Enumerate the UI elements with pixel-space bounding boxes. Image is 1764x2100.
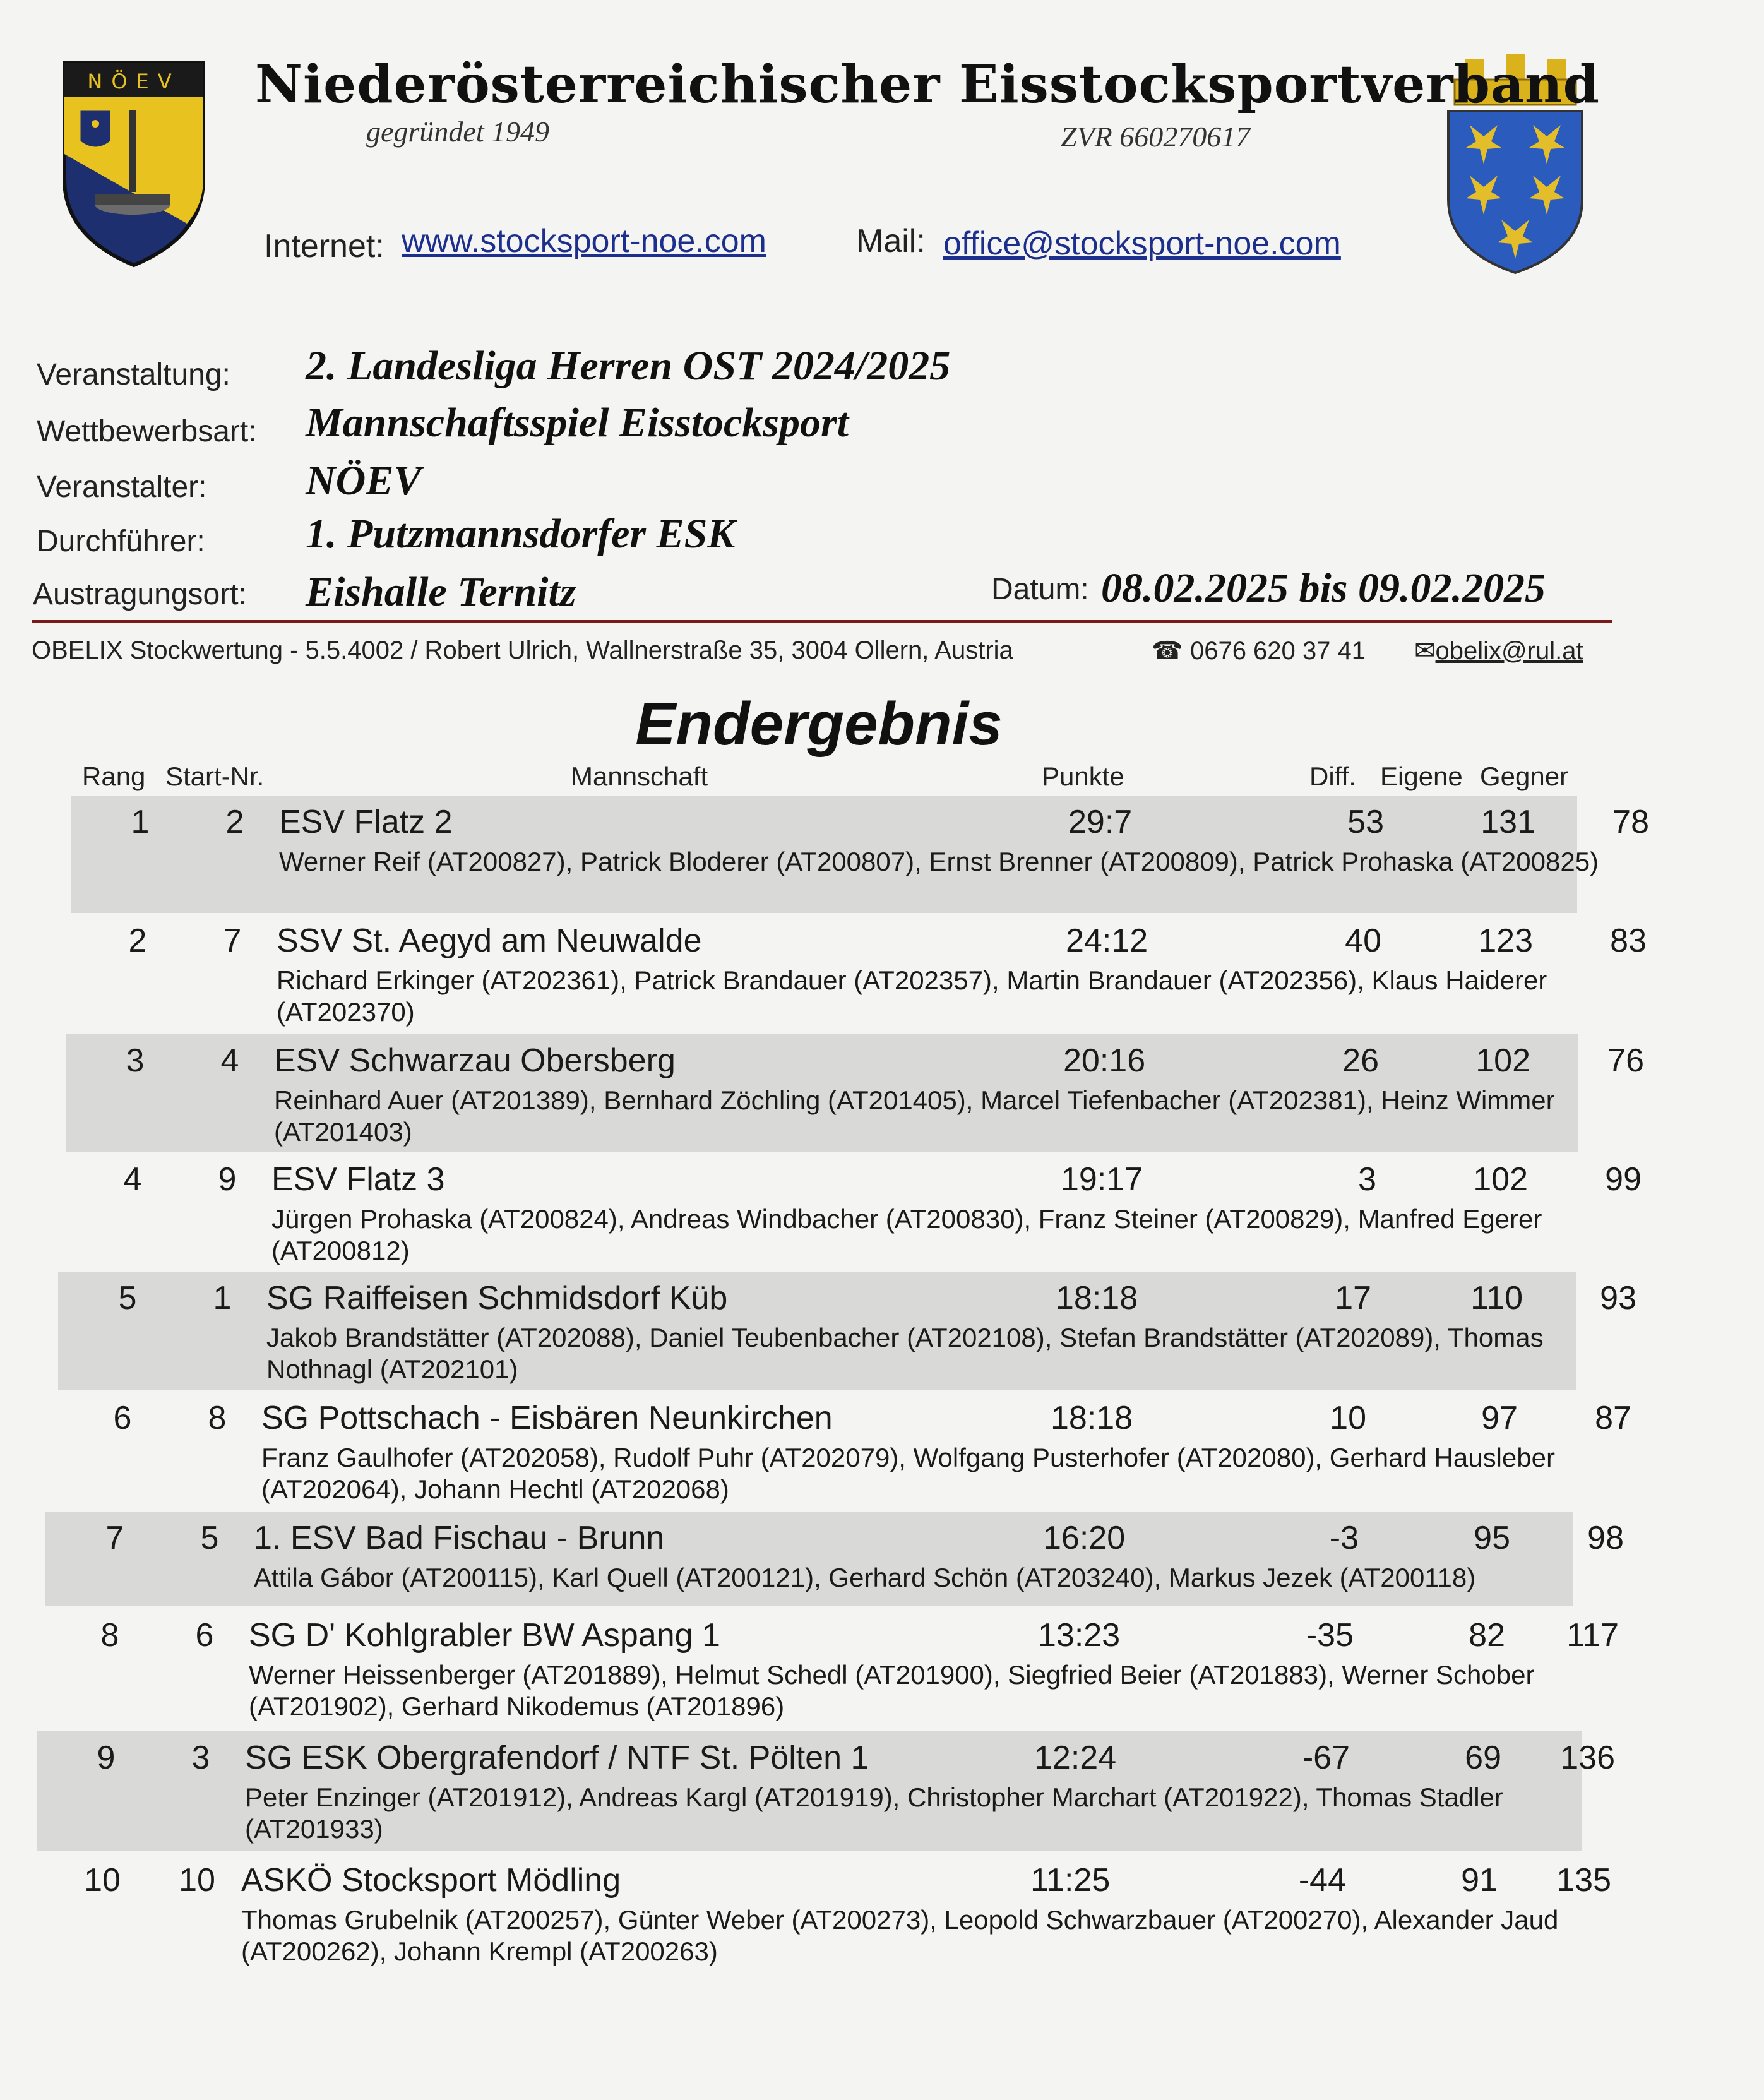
row-players: Jakob Brandstätter (AT202088), Daniel Teubenbacher (AT202108), Stefan Brandstätter (AT202089), Thomas Nothnagl (AT202101) (266, 1323, 1544, 1384)
datum-value: 08.02.2025 bis 09.02.2025 (1101, 565, 1546, 611)
row-opponent: 83 (1610, 922, 1647, 959)
row-start-number: 7 (223, 922, 242, 959)
table-row (68, 914, 1647, 1033)
austragungsort-value: Eishalle Ternitz (306, 569, 576, 615)
col-diff: Diff. (1309, 761, 1356, 791)
durchfuehrer-label: Durchführer: (37, 525, 205, 558)
row-start-number: 3 (191, 1739, 210, 1776)
row-diff: 53 (1347, 804, 1384, 840)
row-team-name: ESV Schwarzau Obersberg (274, 1042, 676, 1079)
row-own: 102 (1473, 1161, 1528, 1198)
row-diff: 40 (1345, 922, 1381, 959)
wettbewerbsart-value: Mannschaftsspiel Eisstocksport (306, 400, 849, 446)
row-opponent: 117 (1566, 1617, 1619, 1654)
row-points: 24:12 (1066, 922, 1148, 959)
row-points: 18:18 (1051, 1400, 1133, 1436)
zvr-number: ZVR 660270617 (1061, 121, 1251, 153)
table-row (71, 796, 1649, 913)
internet-link[interactable]: www.stocksport-noe.com (402, 223, 766, 260)
row-points: 18:18 (1056, 1280, 1138, 1316)
row-diff: 26 (1342, 1042, 1379, 1079)
row-rank: 5 (118, 1280, 137, 1316)
table-row (45, 1512, 1624, 1606)
phone-text: 0676 620 37 41 (1189, 637, 1366, 665)
row-rank: 4 (123, 1161, 142, 1198)
row-points: 29:7 (1068, 804, 1133, 840)
row-start-number: 10 (179, 1862, 215, 1899)
row-team-name: SG Raiffeisen Schmidsdorf Küb (266, 1280, 728, 1316)
row-own: 95 (1474, 1520, 1510, 1556)
founded-year: gegründet 1949 (366, 116, 550, 148)
row-own: 102 (1475, 1042, 1530, 1079)
row-own: 69 (1465, 1739, 1501, 1776)
durchfuehrer-value: 1. Putzmannsdorfer ESK (306, 511, 736, 557)
row-points: 13:23 (1038, 1617, 1121, 1654)
row-players: Attila Gábor (AT200115), Karl Quell (AT200121), Gerhard Schön (AT203240), Markus Jezek (AT200118) (254, 1563, 1476, 1592)
table-row (33, 1854, 1611, 1971)
row-start-number: 1 (213, 1280, 232, 1316)
wettbewerbsart-label: Wettbewerbsart: (37, 415, 257, 448)
row-opponent: 135 (1556, 1862, 1611, 1899)
row-opponent: 93 (1600, 1280, 1636, 1316)
row-points: 12:24 (1034, 1739, 1117, 1776)
footer-email-link[interactable]: obelix@rul.at (1435, 637, 1583, 665)
row-points: 19:17 (1061, 1161, 1143, 1198)
row-players: Peter Enzinger (AT201912), Andreas Kargl (AT201919), Christopher Marchart (AT201922), Thomas Stadler (AT201933) (245, 1782, 1503, 1844)
row-start-number: 6 (195, 1617, 214, 1654)
row-rank: 7 (105, 1520, 124, 1556)
row-rank: 8 (100, 1617, 119, 1654)
row-opponent: 99 (1605, 1161, 1642, 1198)
row-diff: -44 (1298, 1862, 1346, 1899)
row-rank: 2 (128, 922, 147, 959)
row-team-name: ESV Flatz 2 (279, 804, 453, 840)
row-opponent: 76 (1607, 1042, 1644, 1079)
row-opponent: 98 (1587, 1520, 1624, 1556)
col-punkte: Punkte (1042, 761, 1124, 791)
org-name: Niederösterreichischer Eisstocksportverband (255, 54, 1600, 115)
table-row (66, 1034, 1644, 1152)
row-own: 82 (1469, 1617, 1505, 1654)
row-diff: -3 (1329, 1520, 1359, 1556)
row-opponent: 136 (1560, 1739, 1615, 1776)
table-row (53, 1392, 1631, 1510)
veranstalter-label: Veranstalter: (37, 470, 207, 504)
row-players: Reinhard Auer (AT201389), Bernhard Zöchling (AT201405), Marcel Tiefenbacher (AT202381), Heinz Wimmer (AT201403) (274, 1085, 1555, 1147)
veranstaltung-label: Veranstaltung: (37, 358, 230, 391)
noev-logo-text: NÖEV (87, 69, 181, 93)
col-eigene: Eigene (1380, 761, 1463, 791)
row-start-number: 5 (200, 1520, 219, 1556)
phone-icon: ☎ (1152, 637, 1183, 665)
internet-label: Internet: (264, 228, 384, 265)
mail-label: Mail: (856, 223, 926, 260)
datum-label: Datum: (991, 573, 1089, 606)
table-row (63, 1153, 1642, 1270)
row-diff: -35 (1306, 1617, 1354, 1654)
row-start-number: 8 (208, 1400, 227, 1436)
row-team-name: SG Pottschach - Eisbären Neunkirchen (261, 1400, 833, 1436)
col-mannschaft: Mannschaft (571, 761, 708, 791)
col-start: Start-Nr. (165, 761, 265, 791)
software-credit: OBELIX Stockwertung - 5.5.4002 / Robert Ulrich, Wallnerstraße 35, 3004 Ollern, Austria (32, 636, 1013, 664)
row-diff: -67 (1302, 1739, 1350, 1776)
row-points: 20:16 (1063, 1042, 1146, 1079)
veranstalter-value: NÖEV (306, 458, 422, 504)
noev-logo (61, 59, 207, 268)
table-row (40, 1609, 1619, 1727)
austragungsort-label: Austragungsort: (33, 578, 247, 611)
row-points: 11:25 (1030, 1862, 1111, 1899)
footer-email (1414, 636, 1583, 665)
row-players: Franz Gaulhofer (AT202058), Rudolf Puhr (AT202079), Wolfgang Pusterhofer (AT202080), Gerhard Hausleber (AT202064), Johann Hechtl (AT202068) (261, 1443, 1555, 1504)
row-own: 97 (1481, 1400, 1518, 1436)
results-title: Endergebnis (635, 690, 1003, 758)
row-rank: 10 (84, 1862, 121, 1899)
row-team-name: SSV St. Aegyd am Neuwalde (277, 922, 702, 959)
table-row (58, 1272, 1636, 1390)
row-team-name: SG ESK Obergrafendorf / NTF St. Pölten 1 (245, 1739, 869, 1776)
row-team-name: ESV Flatz 3 (271, 1161, 445, 1198)
row-players: Werner Reif (AT200827), Patrick Bloderer (AT200807), Ernst Brenner (AT200809), Patrick Prohaska (AT200825) (279, 847, 1599, 876)
row-points: 16:20 (1043, 1520, 1126, 1556)
veranstaltung-value: 2. Landesliga Herren OST 2024/2025 (306, 343, 951, 389)
row-team-name: 1. ESV Bad Fischau - Brunn (254, 1520, 665, 1556)
row-own: 131 (1481, 804, 1535, 840)
table-row (37, 1731, 1615, 1851)
row-players: Werner Heissenberger (AT201889), Helmut Schedl (AT201900), Siegfried Beier (AT201883), Werner Schober (AT201902), Gerhard Nikodemus (AT201896) (249, 1660, 1535, 1721)
row-own: 123 (1478, 922, 1533, 959)
col-rang: Rang (82, 761, 146, 791)
row-diff: 3 (1358, 1161, 1376, 1198)
row-rank: 9 (97, 1739, 116, 1776)
row-start-number: 4 (220, 1042, 239, 1079)
envelope-icon: ✉ (1414, 637, 1436, 665)
row-rank: 6 (113, 1400, 132, 1436)
header-divider (32, 620, 1612, 623)
row-diff: 17 (1335, 1280, 1371, 1316)
row-players: Jürgen Prohaska (AT200824), Andreas Windbacher (AT200830), Franz Steiner (AT200829), Manfred Egerer (AT200812) (271, 1204, 1542, 1265)
row-start-number: 9 (218, 1161, 237, 1198)
row-team-name: SG D' Kohlgrabler BW Aspang 1 (249, 1617, 720, 1654)
row-rank: 1 (131, 804, 150, 840)
row-opponent: 87 (1595, 1400, 1631, 1436)
row-players: Richard Erkinger (AT202361), Patrick Brandauer (AT202357), Martin Brandauer (AT202356), Klaus Haiderer (AT202370) (277, 965, 1547, 1027)
row-opponent: 78 (1612, 804, 1649, 840)
row-team-name: ASKÖ Stocksport Mödling (241, 1862, 621, 1899)
row-diff: 10 (1330, 1400, 1366, 1436)
col-gegner: Gegner (1480, 761, 1569, 791)
row-own: 91 (1461, 1862, 1498, 1899)
phone-number (1152, 636, 1366, 665)
row-rank: 3 (126, 1042, 145, 1079)
row-start-number: 2 (225, 804, 244, 840)
row-own: 110 (1470, 1280, 1523, 1316)
row-players: Thomas Grubelnik (AT200257), Günter Weber (AT200273), Leopold Schwarzbauer (AT200270), Alexander Jaud (AT200262), Johann Krempl (AT200263) (241, 1905, 1559, 1966)
mail-link[interactable]: office@stocksport-noe.com (943, 225, 1341, 262)
